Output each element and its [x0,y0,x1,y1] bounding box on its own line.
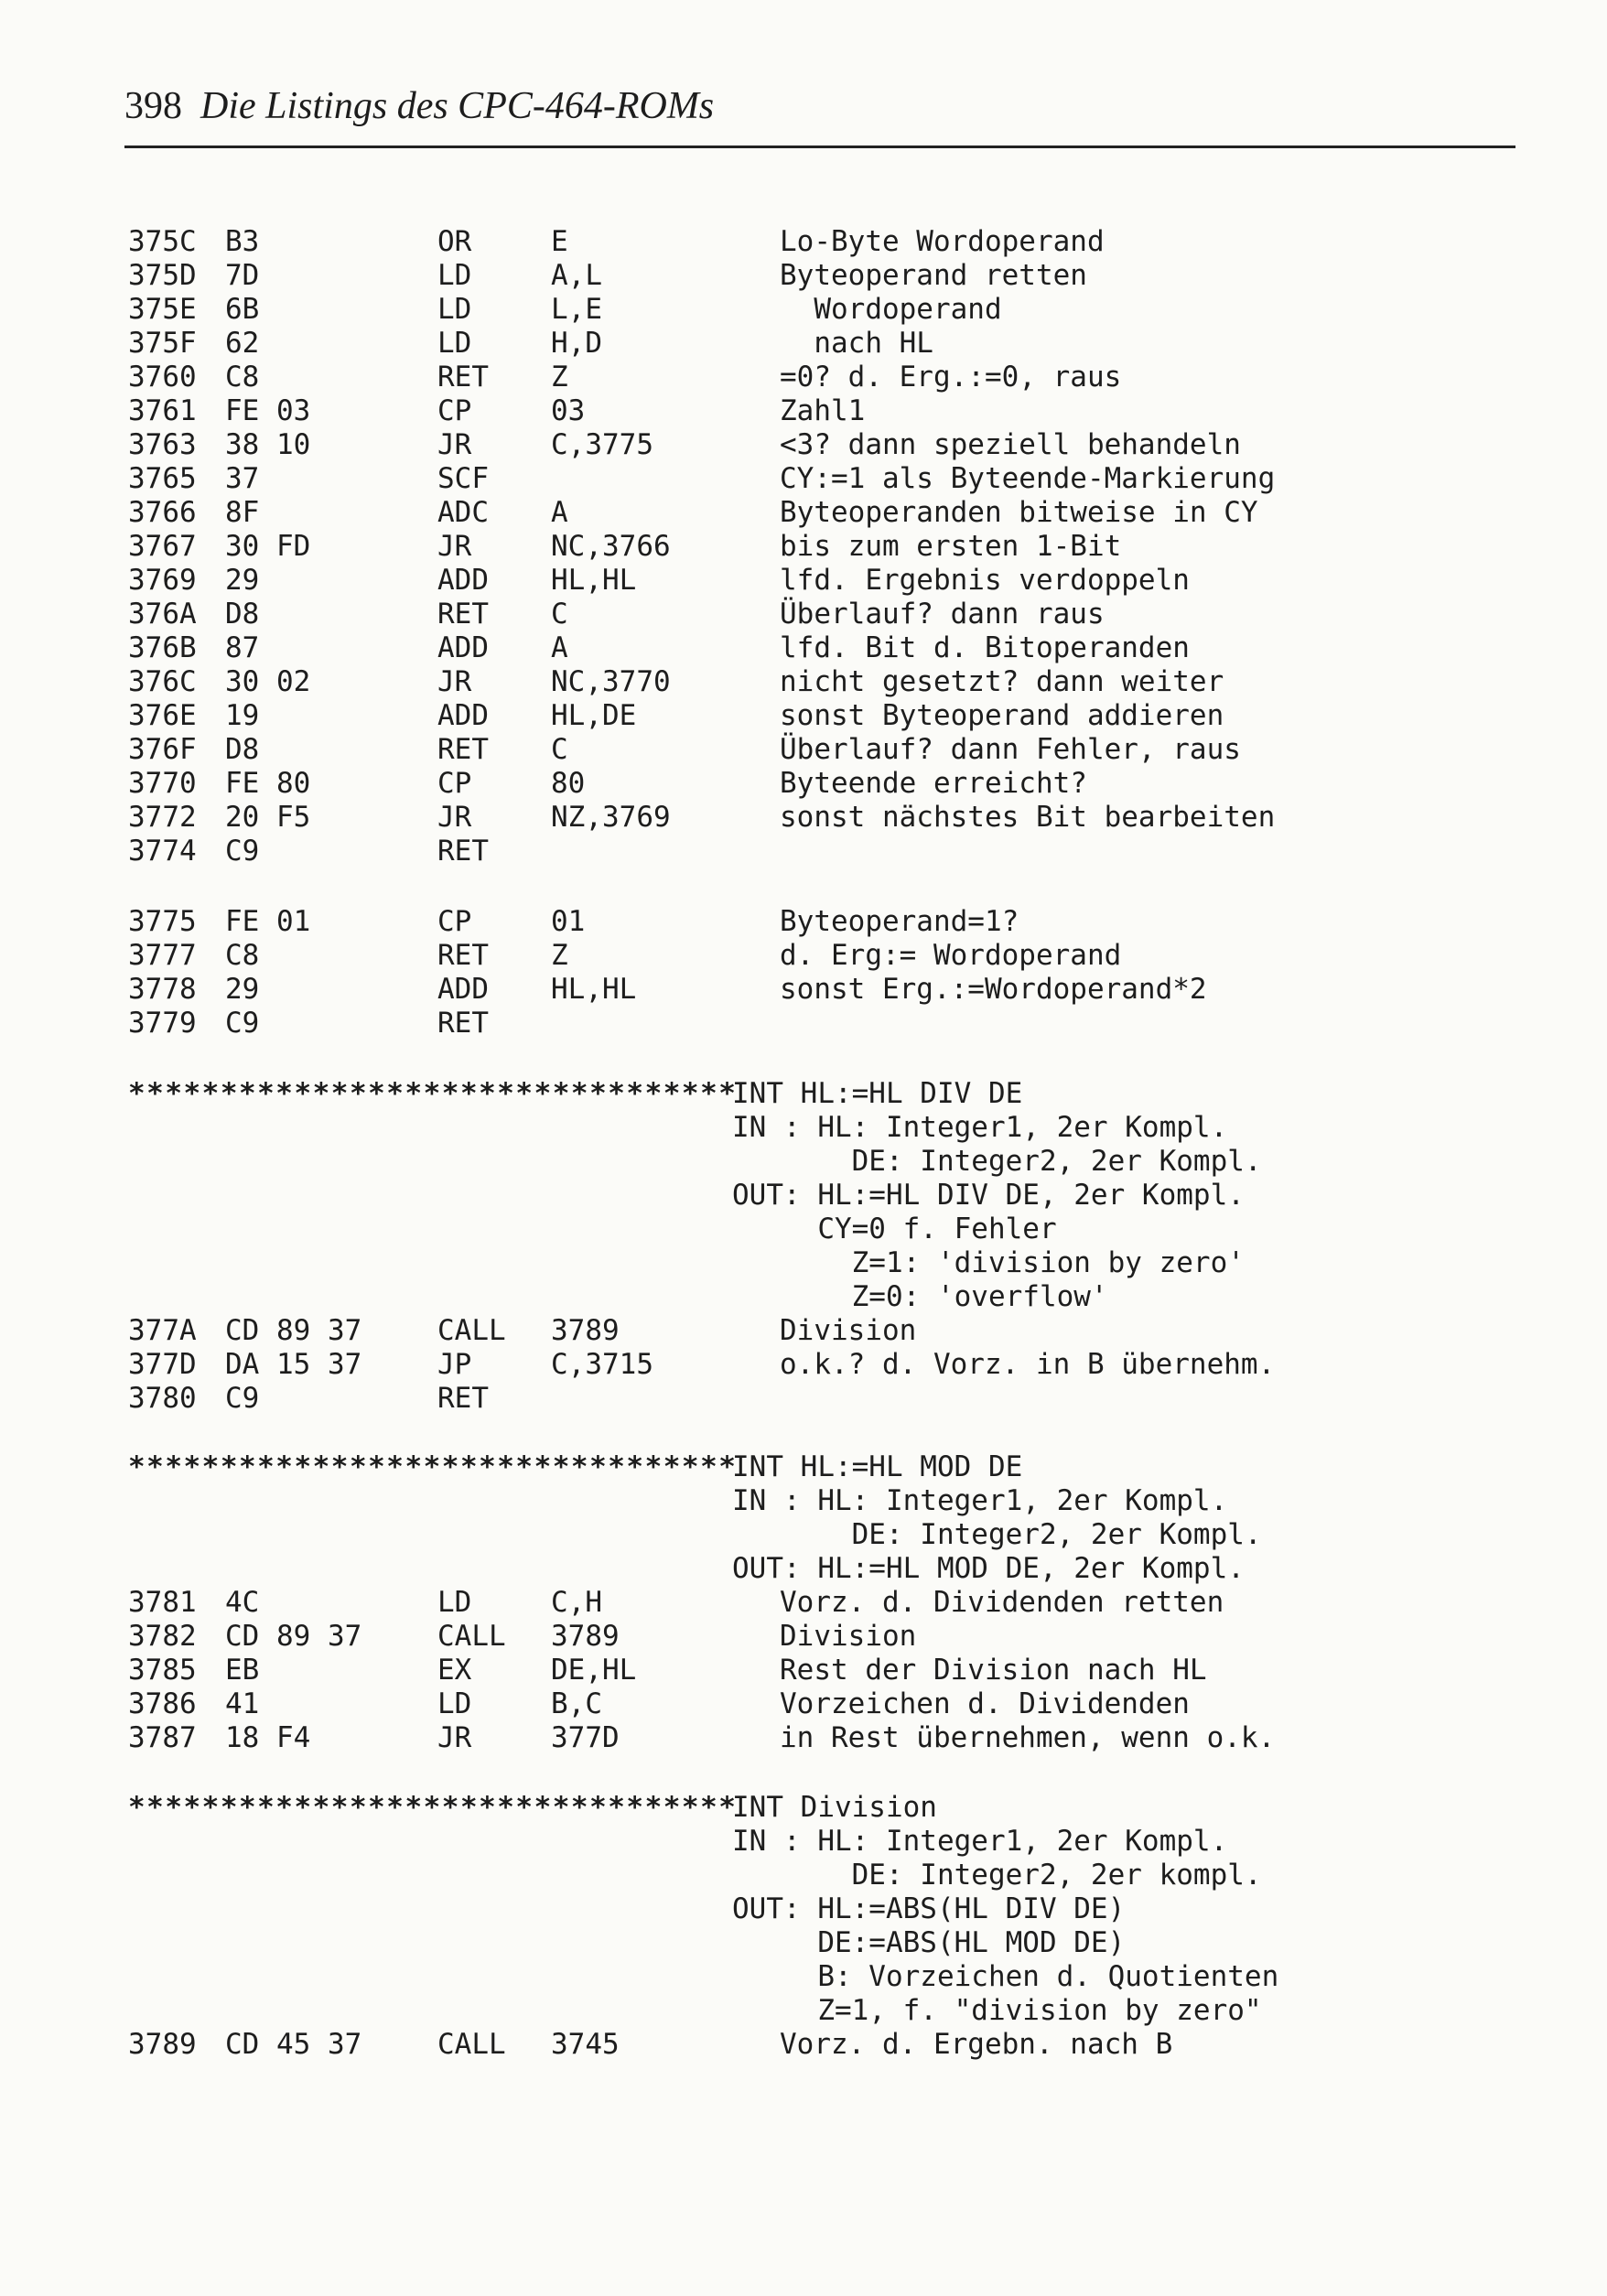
comment: in Rest übernehmen, wenn o.k. [780,1721,1276,1754]
opcode-bytes: D8 [225,733,260,766]
code-line [0,598,1607,631]
operand: C,3775 [551,428,653,461]
operand: H,D [551,327,602,360]
opcode-bytes: FE 80 [225,767,311,800]
mnemonic: CALL [437,1620,506,1653]
routine-doc: IN : HL: Integer1, 2er Kompl. [732,1825,1228,1858]
address: 377A [128,1314,197,1347]
routine-doc-line [0,1179,1607,1213]
comment: d. Erg:= Wordoperand [780,939,1122,972]
mnemonic: ADD [437,973,489,1006]
operand: NZ,3769 [551,801,671,834]
code-line [0,1586,1607,1620]
mnemonic: RET [437,1007,489,1040]
address: 3769 [128,564,197,597]
comment: Wordoperand [780,293,1002,326]
address: 3780 [128,1382,197,1415]
operand: A [551,631,568,664]
routine-doc-line [0,1280,1607,1314]
comment: =0? d. Erg.:=0, raus [780,361,1122,393]
operand: 377D [551,1721,620,1754]
comment: Vorz. d. Ergebn. nach B [780,2028,1173,2061]
operand: L,E [551,293,602,326]
operand: NC,3770 [551,665,671,698]
code-line [0,361,1607,394]
comment: Zahl1 [780,394,866,427]
address: 375E [128,293,197,326]
code-line [0,462,1607,496]
mnemonic: SCF [437,462,489,495]
comment: sonst Erg.:=Wordoperand*2 [780,973,1207,1006]
routine-doc: OUT: HL:=HL DIV DE, 2er Kompl. [732,1179,1245,1212]
address: 375C [128,225,197,258]
comment: nach HL [780,327,933,360]
comment: o.k.? d. Vorz. in B übernehm. [780,1348,1276,1381]
routine-doc-line [0,1518,1607,1552]
comment: Division [780,1620,917,1653]
code-line [0,1620,1607,1654]
opcode-bytes: 30 02 [225,665,311,698]
code-line [0,394,1607,428]
code-line [0,1382,1607,1416]
code-line [0,1348,1607,1382]
address: 3765 [128,462,197,495]
separator-stars: ********************************* [128,1077,738,1110]
code-line [0,225,1607,259]
comment: Byteoperanden bitweise in CY [780,496,1258,529]
address: 376F [128,733,197,766]
operand: Z [551,361,568,393]
page-number: 398 [124,85,182,127]
code-line [0,767,1607,801]
mnemonic: ADD [437,699,489,732]
opcode-bytes: 30 FD [225,530,311,563]
operand: E [551,225,568,258]
routine-doc: DE:=ABS(HL MOD DE) [732,1926,1126,1959]
address: 3763 [128,428,197,461]
operand: 3745 [551,2028,620,2061]
address: 376B [128,631,197,664]
operand: 3789 [551,1620,620,1653]
code-line [0,1687,1607,1721]
code-line [0,835,1607,868]
routine-doc: Z=1: 'division by zero' [732,1246,1245,1279]
opcode-bytes: 62 [225,327,260,360]
routine-header [0,1077,1607,1111]
code-line [0,733,1607,767]
mnemonic: JP [437,1348,472,1381]
operand: C,H [551,1586,602,1619]
address: 3767 [128,530,197,563]
address: 3761 [128,394,197,427]
routine-doc-line [0,1859,1607,1892]
opcode-bytes: 29 [225,564,260,597]
address: 3772 [128,801,197,834]
code-line [0,293,1607,327]
opcode-bytes: 4C [225,1586,260,1619]
routine-doc: Z=1, f. "division by zero" [732,1994,1262,2027]
mnemonic: RET [437,1382,489,1415]
code-line [0,939,1607,973]
mnemonic: CALL [437,2028,506,2061]
comment: <3? dann speziell behandeln [780,428,1241,461]
opcode-bytes: C9 [225,835,260,868]
operand: A,L [551,259,602,292]
mnemonic: JR [437,530,472,563]
code-line [0,564,1607,598]
opcode-bytes: CD 45 37 [225,2028,362,2061]
opcode-bytes: 37 [225,462,260,495]
code-line [0,327,1607,361]
operand: A [551,496,568,529]
comment: sonst nächstes Bit bearbeiten [780,801,1276,834]
routine-doc: OUT: HL:=ABS(HL DIV DE) [732,1892,1126,1925]
address: 376C [128,665,197,698]
mnemonic: LD [437,293,472,326]
routine-title: INT HL:=HL MOD DE [732,1450,1023,1483]
opcode-bytes: 19 [225,699,260,732]
operand: 01 [551,905,586,938]
routine-doc: IN : HL: Integer1, 2er Kompl. [732,1484,1228,1517]
opcode-bytes: 87 [225,631,260,664]
mnemonic: EX [437,1654,472,1687]
opcode-bytes: DA 15 37 [225,1348,362,1381]
code-line [0,699,1607,733]
routine-doc: DE: Integer2, 2er Kompl. [732,1145,1262,1178]
routine-doc: Z=0: 'overflow' [732,1280,1108,1313]
routine-doc: IN : HL: Integer1, 2er Kompl. [732,1111,1228,1144]
opcode-bytes: 41 [225,1687,260,1720]
routine-doc: OUT: HL:=HL MOD DE, 2er Kompl. [732,1552,1245,1585]
comment: Division [780,1314,917,1347]
comment: Überlauf? dann raus [780,598,1105,631]
opcode-bytes: FE 01 [225,905,311,938]
routine-header [0,1791,1607,1825]
code-line [0,973,1607,1007]
routine-doc-line [0,1145,1607,1179]
opcode-bytes: B3 [225,225,260,258]
routine-header [0,1450,1607,1484]
address: 3774 [128,835,197,868]
comment: Lo-Byte Wordoperand [780,225,1105,258]
routine-doc-line [0,1892,1607,1926]
routine-doc: DE: Integer2, 2er Kompl. [732,1518,1262,1551]
opcode-bytes: 8F [225,496,260,529]
code-line [0,631,1607,665]
operand: C [551,598,568,631]
mnemonic: RET [437,733,489,766]
mnemonic: LD [437,327,472,360]
code-line [0,2028,1607,2062]
address: 3782 [128,1620,197,1653]
mnemonic: LD [437,1586,472,1619]
mnemonic: JR [437,1721,472,1754]
address: 3789 [128,2028,197,2061]
mnemonic: CP [437,394,472,427]
code-line [0,1721,1607,1755]
opcode-bytes: C8 [225,939,260,972]
code-line [0,259,1607,293]
comment: Byteoperand retten [780,259,1087,292]
mnemonic: RET [437,835,489,868]
operand: 3789 [551,1314,620,1347]
mnemonic: ADD [437,631,489,664]
code-line [0,428,1607,462]
mnemonic: LD [437,1687,472,1720]
address: 3779 [128,1007,197,1040]
mnemonic: JR [437,665,472,698]
opcode-bytes: 6B [225,293,260,326]
routine-doc: B: Vorzeichen d. Quotienten [732,1960,1279,1993]
opcode-bytes: CD 89 37 [225,1620,362,1653]
routine-title: INT HL:=HL DIV DE [732,1077,1023,1110]
address: 3766 [128,496,197,529]
address: 3770 [128,767,197,800]
mnemonic: RET [437,361,489,393]
comment: CY:=1 als Byteende-Markierung [780,462,1276,495]
mnemonic: OR [437,225,472,258]
comment: Byteoperand=1? [780,905,1019,938]
opcode-bytes: EB [225,1654,260,1687]
code-line [0,801,1607,835]
mnemonic: JR [437,428,472,461]
address: 375D [128,259,197,292]
operand: HL,DE [551,699,637,732]
opcode-bytes: 7D [225,259,260,292]
address: 375F [128,327,197,360]
mnemonic: ADD [437,564,489,597]
address: 3785 [128,1654,197,1687]
page-title: Die Listings des CPC-464-ROMs [200,85,715,127]
comment: Rest der Division nach HL [780,1654,1207,1687]
routine-doc-line [0,1484,1607,1518]
operand: 03 [551,394,586,427]
comment: Vorzeichen d. Dividenden [780,1687,1190,1720]
operand: 80 [551,767,586,800]
opcode-bytes: C8 [225,361,260,393]
comment: nicht gesetzt? dann weiter [780,665,1224,698]
separator-stars: ********************************* [128,1450,738,1483]
routine-doc-line [0,1825,1607,1859]
comment: lfd. Bit d. Bitoperanden [780,631,1190,664]
code-line [0,1007,1607,1040]
opcode-bytes: FE 03 [225,394,311,427]
mnemonic: RET [437,939,489,972]
code-line [0,665,1607,699]
separator-stars: ********************************* [128,1791,738,1824]
operand: Z [551,939,568,972]
routine-doc-line [0,1926,1607,1960]
code-line [0,530,1607,564]
opcode-bytes: 38 10 [225,428,311,461]
address: 3777 [128,939,197,972]
mnemonic: LD [437,259,472,292]
mnemonic: RET [437,598,489,631]
comment: Vorz. d. Dividenden retten [780,1586,1224,1619]
operand: C,3715 [551,1348,653,1381]
comment: Überlauf? dann Fehler, raus [780,733,1241,766]
routine-doc-line [0,1111,1607,1145]
opcode-bytes: C9 [225,1007,260,1040]
operand: NC,3766 [551,530,671,563]
address: 3787 [128,1721,197,1754]
opcode-bytes: 18 F4 [225,1721,311,1754]
address: 377D [128,1348,197,1381]
address: 3775 [128,905,197,938]
routine-doc-line [0,1994,1607,2028]
mnemonic: CP [437,767,472,800]
routine-doc-line [0,1960,1607,1994]
address: 376E [128,699,197,732]
opcode-bytes: CD 89 37 [225,1314,362,1347]
routine-title: INT Division [732,1791,937,1824]
code-line [0,496,1607,530]
operand: HL,HL [551,973,637,1006]
mnemonic: JR [437,801,472,834]
mnemonic: CP [437,905,472,938]
operand: B,C [551,1687,602,1720]
routine-doc: CY=0 f. Fehler [732,1213,1057,1245]
comment: sonst Byteoperand addieren [780,699,1224,732]
routine-doc: DE: Integer2, 2er kompl. [732,1859,1262,1892]
comment: lfd. Ergebnis verdoppeln [780,564,1190,597]
opcode-bytes: 20 F5 [225,801,311,834]
operand: C [551,733,568,766]
address: 3778 [128,973,197,1006]
opcode-bytes: C9 [225,1382,260,1415]
address: 3760 [128,361,197,393]
comment: bis zum ersten 1-Bit [780,530,1122,563]
code-line [0,1654,1607,1687]
comment: Byteende erreicht? [780,767,1087,800]
operand: DE,HL [551,1654,637,1687]
operand: HL,HL [551,564,637,597]
address: 376A [128,598,197,631]
address: 3786 [128,1687,197,1720]
mnemonic: ADC [437,496,489,529]
routine-doc-line [0,1213,1607,1246]
mnemonic: CALL [437,1314,506,1347]
code-line [0,905,1607,939]
opcode-bytes: 29 [225,973,260,1006]
routine-doc-line [0,1246,1607,1280]
opcode-bytes: D8 [225,598,260,631]
code-line [0,1314,1607,1348]
address: 3781 [128,1586,197,1619]
routine-doc-line [0,1552,1607,1586]
